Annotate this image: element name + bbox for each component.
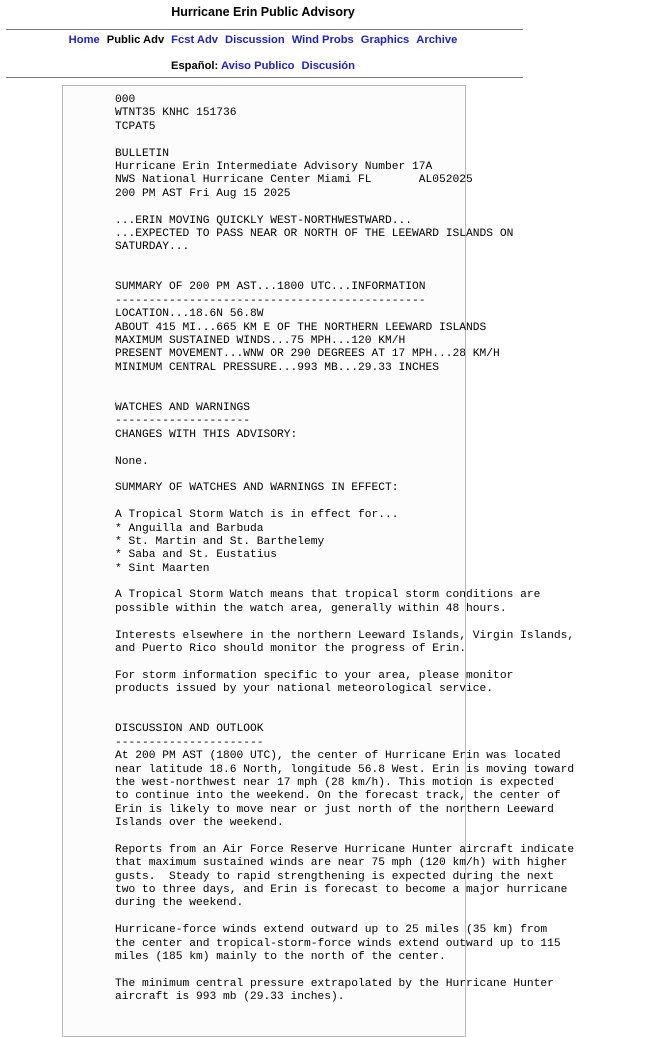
advisory-line: * Saba and St. Eustatius [115,549,278,562]
advisory-line [115,389,650,402]
nav-discussion-link[interactable]: Discussion [225,34,285,46]
advisory-line: 200 PM AST Fri Aug 15 2025 [115,187,291,200]
advisory-line: * St. Martin and St. Barthelemy [115,535,325,548]
advisory-line: gusts. Steady to rapid strengthening is expected during the next [115,870,554,883]
advisory-line: SUMMARY OF WATCHES AND WARNINGS IN EFFECT: [115,482,399,495]
advisory-line [115,268,650,281]
advisory-line [115,616,650,629]
advisory-line: None. [115,455,149,468]
advisory-line: and Puerto Rico should monitor the progress of Erin. [115,643,467,656]
advisory-line [115,830,650,843]
advisory-line: the west-northwest near 17 mph (28 km/h). This motion is expected [115,776,554,789]
advisory-line: ---------------------- [115,736,264,749]
nav-graphics-link[interactable]: Graphics [360,34,410,46]
advisory-line [115,576,650,589]
advisory-line: WATCHES AND WARNINGS [115,401,251,414]
advisory-line: 000 [115,94,136,106]
advisory-line [115,375,650,388]
nav-archive-link[interactable]: Archive [416,34,458,46]
advisory-line [115,442,650,455]
nav-bar [0,32,526,48]
aviso-publico-link[interactable]: Aviso Publico [220,60,295,72]
advisory-line: ABOUT 415 MI...665 KM E OF THE NORTHERN LEEWARD ISLANDS [115,321,487,334]
advisory-line: NWS National Hurricane Center Miami FL AL052025 [115,174,473,187]
top-divider [6,29,523,30]
advisory-line: SATURDAY... [115,241,190,254]
advisory-line: ---------------------------------------------- [115,294,426,307]
advisory-line: that maximum sustained winds are near 75 mph (120 km/h) with higher [115,857,568,870]
spanish-label: Español: [171,60,219,72]
advisory-line: possible within the watch area, generally within 48 hours. [115,602,507,615]
advisory-line: during the weekend. [115,897,244,910]
advisory-line: PRESENT MOVEMENT...WNW OR 290 DEGREES AT 17 MPH...28 KM/H [115,348,500,361]
advisory-line: Hurricane Erin Intermediate Advisory Number 17A [115,160,433,173]
advisory-line [115,496,650,509]
advisory-line: ...EXPECTED TO PASS NEAR OR NORTH OF THE LEEWARD ISLANDS ON [115,227,514,240]
advisory-line: ...ERIN MOVING QUICKLY WEST-NORTHWESTWARD... [115,214,413,227]
advisory-line: TCPAT5 [115,120,156,133]
advisory-line: DISCUSSION AND OUTLOOK [115,723,264,736]
advisory-line: to continue into the weekend. On the forecast track, the center of [115,790,561,803]
advisory-line [115,656,650,669]
bottom-divider [6,77,523,78]
advisory-line: MAXIMUM SUSTAINED WINDS...75 MPH...120 KM/H [115,335,406,348]
advisory-text [115,94,650,1005]
advisory-line: Erin is likely to move near or just north of the northern Leeward [115,803,554,816]
advisory-line: Reports from an Air Force Reserve Hurricane Hunter aircraft indicate [115,843,575,856]
advisory-line: -------------------- [115,415,251,428]
advisory-line: A Tropical Storm Watch is in effect for... [115,509,399,522]
advisory-line: MINIMUM CENTRAL PRESSURE...993 MB...29.33 INCHES [115,361,440,374]
advisory-line: * Anguilla and Barbuda [115,522,264,535]
advisory-line: The minimum central pressure extrapolated by the Hurricane Hunter [115,977,554,990]
advisory-line [115,201,650,214]
advisory-line: SUMMARY OF 200 PM AST...1800 UTC...INFORMATION [115,281,426,294]
advisory-line: two to three days, and Erin is forecast to become a major hurricane [115,884,568,897]
advisory-line [115,911,650,924]
nav-public-adv-current: Public Adv [106,34,165,46]
advisory-line: For storm information specific to your area, please monitor [115,669,514,682]
advisory-line: Hurricane-force winds extend outward up to 25 miles (35 km) from [115,924,548,937]
advisory-line [115,697,650,710]
advisory-line: products issued by your national meteorological service. [115,683,494,696]
page-title: Hurricane Erin Public Advisory [171,5,355,19]
advisory-line [115,469,650,482]
nav-home-link[interactable]: Home [68,34,100,46]
advisory-line [115,134,650,147]
advisory-line: the center and tropical-storm-force winds extend outward up to 115 [115,937,561,950]
advisory-line [115,710,650,723]
advisory-line: LOCATION...18.6N 56.8W [115,308,264,321]
advisory-line: near latitude 18.6 North, longitude 56.8 West. Erin is moving toward [115,763,575,776]
advisory-line: aircraft is 993 mb (29.33 inches). [115,991,345,1004]
advisory-line [115,255,650,268]
advisory-line: CHANGES WITH THIS ADVISORY: [115,428,298,441]
advisory-line: miles (185 km) mainly to the north of the center. [115,951,446,963]
nav-wind-probs-link[interactable]: Wind Probs [291,34,354,46]
advisory-line [115,964,650,977]
spanish-links [0,58,526,74]
advisory-line: Islands over the weekend. [115,817,284,830]
advisory-line: * Sint Maarten [115,562,210,575]
advisory-line: BULLETIN [115,147,170,160]
nav-fcst-adv-link[interactable]: Fcst Adv [171,34,219,46]
advisory-line: WTNT35 KNHC 151736 [115,107,237,120]
advisory-line: At 200 PM AST (1800 UTC), the center of Hurricane Erin was located [115,750,561,763]
discusion-link[interactable]: Discusión [301,60,355,72]
advisory-line: Interests elsewhere in the northern Leeward Islands, Virgin Islands, [115,629,575,642]
advisory-line: A Tropical Storm Watch means that tropical storm conditions are [115,589,541,602]
